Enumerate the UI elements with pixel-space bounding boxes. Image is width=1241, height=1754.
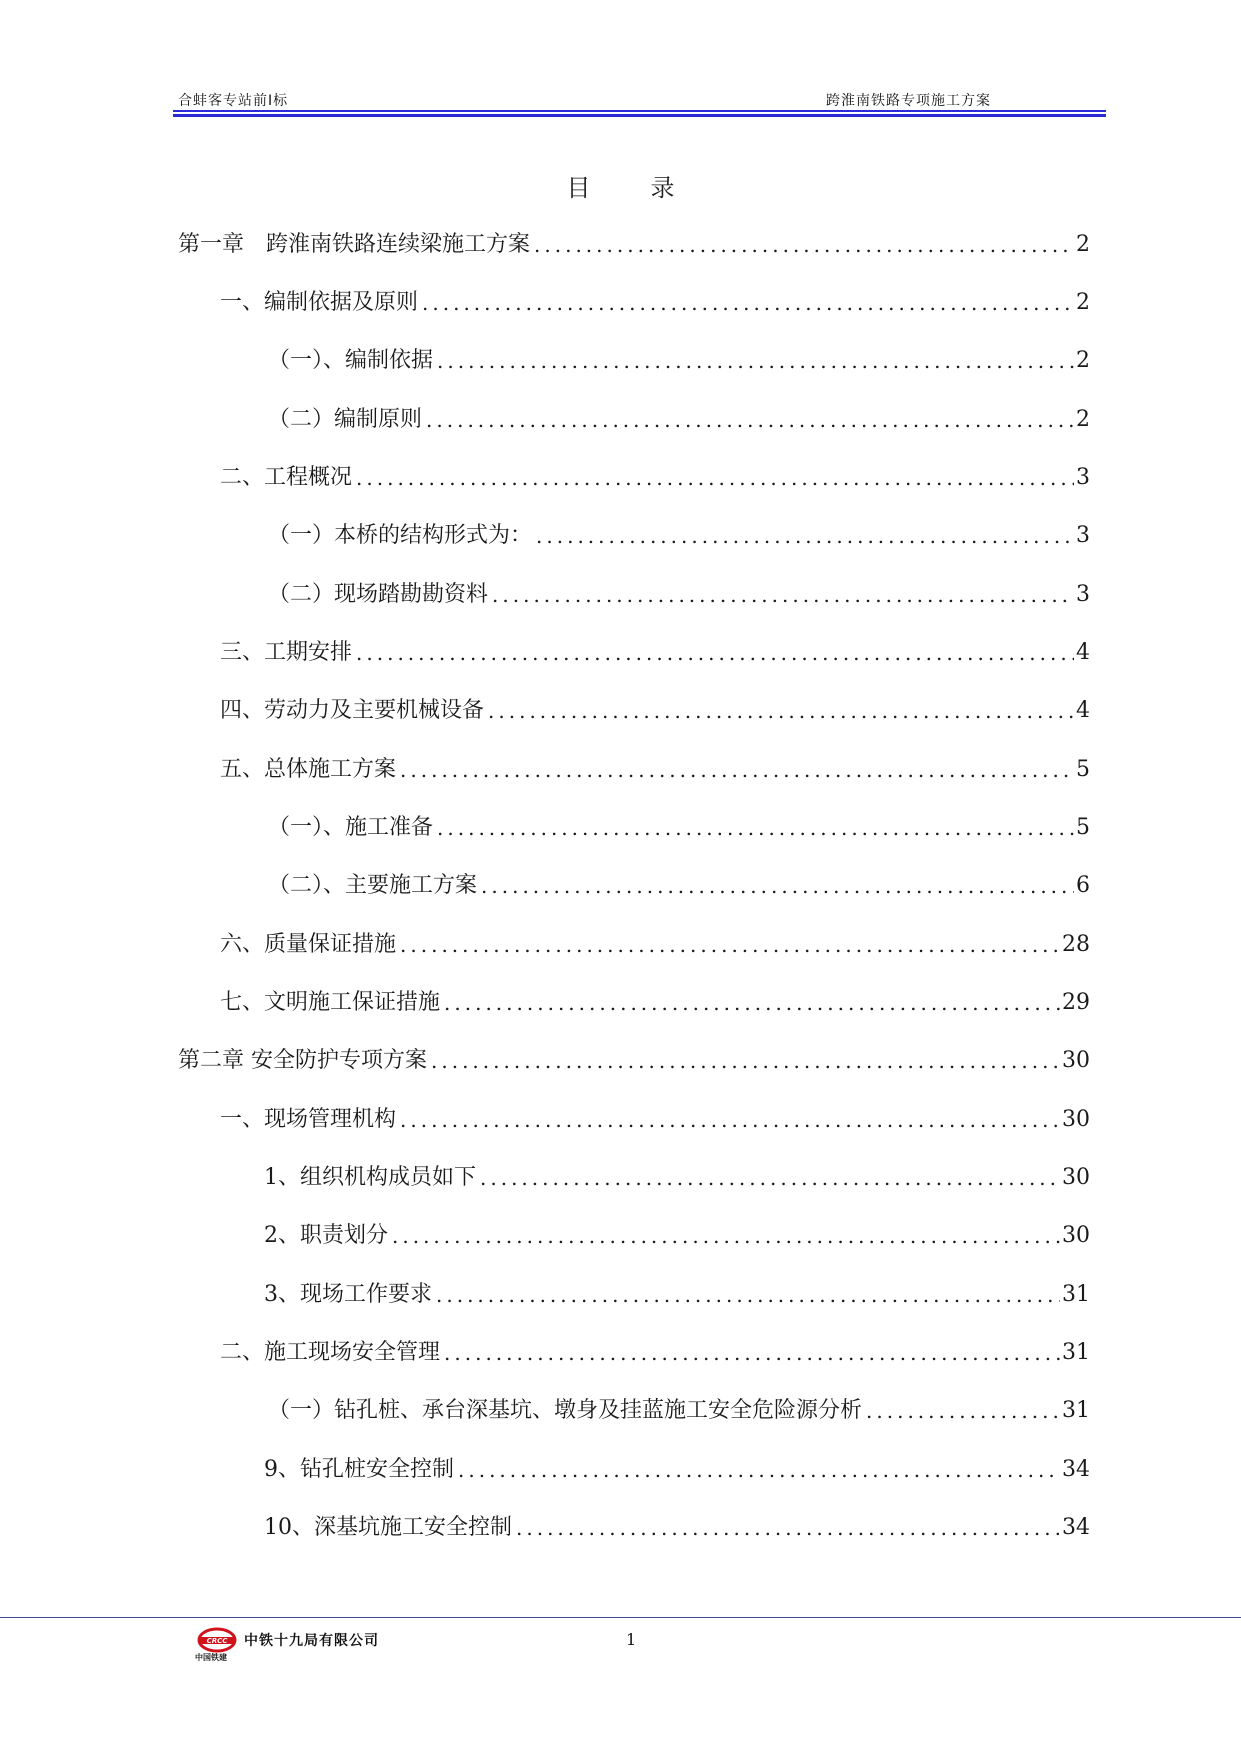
toc-leader-dots [444, 988, 1060, 1018]
toc-entry[interactable] [264, 1513, 1090, 1543]
toc-leader-dots [431, 1046, 1060, 1076]
toc-entry[interactable] [220, 1105, 1090, 1135]
toc-entry[interactable] [268, 521, 1090, 551]
toc-leader-dots [400, 1105, 1060, 1135]
toc-entry[interactable] [220, 463, 1090, 493]
toc-entry-page: 3 [1076, 582, 1090, 607]
toc-entry-page: 30 [1062, 1165, 1090, 1190]
toc-leader-dots [400, 930, 1060, 960]
toc-leader-dots [356, 463, 1074, 493]
toc-leader-dots [392, 1221, 1060, 1251]
toc-entry-text: （一）、施工准备 [268, 815, 434, 840]
toc-entry-page: 4 [1076, 698, 1090, 723]
toc-leader-dots [426, 405, 1074, 435]
toc-entry-text: 2、职责划分 [264, 1223, 388, 1248]
header-document-title: 跨淮南铁路专项施工方案 [826, 93, 991, 109]
toc-leader-dots [534, 230, 1074, 260]
toc-entry-text: （一）本桥的结构形式为： [268, 523, 533, 548]
toc-entry-text: 二、工程概况 [220, 465, 353, 490]
toc-entry-text: 1、组织机构成员如下 [264, 1165, 476, 1190]
toc-entry[interactable] [220, 755, 1090, 785]
toc-entry-text: （一）、编制依据 [268, 348, 434, 373]
toc-entry-page: 4 [1076, 640, 1090, 665]
toc-entry-text: 二、施工现场安全管理 [220, 1340, 441, 1365]
toc-entry-page: 5 [1076, 757, 1090, 782]
toc-entry[interactable] [268, 871, 1090, 901]
toc-entry-page: 3 [1076, 465, 1090, 490]
toc-entry[interactable] [220, 930, 1090, 960]
header-project-name: 合蚌客专站前Ⅰ标 [178, 93, 289, 109]
toc-entry-page: 34 [1062, 1457, 1090, 1482]
toc-entry-text: 一、编制依据及原则 [220, 290, 419, 315]
footer-rule [0, 1617, 1241, 1618]
toc-entry-text: 四、劳动力及主要机械设备 [220, 698, 485, 723]
toc-entry-text: 七、文明施工保证措施 [220, 990, 441, 1015]
toc-entry-text: 第一章 跨淮南铁路连续梁施工方案 [178, 232, 531, 257]
toc-entry-page: 30 [1062, 1107, 1090, 1132]
toc-leader-dots [866, 1396, 1060, 1426]
toc-entry-page: 2 [1076, 290, 1090, 315]
header-rule-thick [173, 114, 1106, 117]
toc-entry-text: 3、现场工作要求 [264, 1282, 432, 1307]
toc-leader-dots [516, 1513, 1060, 1543]
toc-leader-dots [444, 1338, 1060, 1368]
logo-subtitle: 中国铁建 [195, 1653, 227, 1662]
toc-entry[interactable] [268, 1396, 1090, 1426]
toc-entry-page: 34 [1062, 1515, 1090, 1540]
toc-entry-text: （二）现场踏勘勘资料 [268, 582, 489, 607]
toc-entry[interactable] [268, 405, 1090, 435]
toc-entry[interactable] [268, 580, 1090, 610]
footer-company-name: 中铁十九局有限公司 [244, 1633, 379, 1649]
toc-entry-text: （二）、主要施工方案 [268, 873, 478, 898]
toc-entry-page: 28 [1062, 932, 1090, 957]
logo-text: CRCC [206, 1637, 228, 1645]
toc-entry-text: 第二章 安全防护专项方案 [178, 1048, 427, 1073]
toc-entry[interactable] [220, 696, 1090, 726]
toc-entry-page: 6 [1076, 873, 1090, 898]
toc-leader-dots [488, 696, 1074, 726]
page-number: 1 [626, 1630, 637, 1649]
toc-entry-page: 30 [1062, 1048, 1090, 1073]
toc-entry-text: （一）钻孔桩、承台深基坑、墩身及挂蓝施工安全危险源分析 [268, 1398, 863, 1423]
toc-entry-page: 31 [1062, 1282, 1090, 1307]
toc-entry-text: 10、深基坑施工安全控制 [264, 1515, 512, 1540]
toc-entry-page: 3 [1076, 523, 1090, 548]
toc-entry-text: 五、总体施工方案 [220, 757, 397, 782]
toc-entry[interactable] [264, 1280, 1090, 1310]
toc-entry-page: 2 [1076, 348, 1090, 373]
toc-leader-dots [480, 1163, 1060, 1193]
toc-leader-dots [422, 288, 1074, 318]
toc-leader-dots [437, 346, 1074, 376]
toc-leader-dots [481, 871, 1074, 901]
toc-entry[interactable] [268, 346, 1090, 376]
toc-entry-page: 31 [1062, 1398, 1090, 1423]
toc-leader-dots [400, 755, 1074, 785]
toc-entry-text: 三、工期安排 [220, 640, 353, 665]
toc-entry-text: 一、现场管理机构 [220, 1107, 397, 1132]
toc-entry-text: 六、质量保证措施 [220, 932, 397, 957]
toc-entry-page: 30 [1062, 1223, 1090, 1248]
toc-entry[interactable] [268, 813, 1090, 843]
toc-entry[interactable] [178, 1046, 1090, 1076]
toc-leader-dots [437, 813, 1074, 843]
toc-entry-page: 2 [1076, 407, 1090, 432]
toc-entry[interactable] [220, 1338, 1090, 1368]
toc-entry[interactable] [220, 638, 1090, 668]
toc-entry-text: （二）编制原则 [268, 407, 423, 432]
toc-leader-dots [458, 1455, 1060, 1485]
toc-entry-page: 2 [1076, 232, 1090, 257]
toc-leader-dots [536, 521, 1074, 551]
toc-entry-page: 5 [1076, 815, 1090, 840]
toc-entry[interactable] [220, 988, 1090, 1018]
header-rule [173, 110, 1106, 112]
toc-entry[interactable] [178, 230, 1090, 260]
toc-leader-dots [356, 638, 1074, 668]
toc-entry[interactable] [264, 1455, 1090, 1485]
toc-entry[interactable] [264, 1163, 1090, 1193]
toc-entry-page: 29 [1062, 990, 1090, 1015]
toc-title: 目录 [566, 174, 735, 202]
toc-entry-page: 31 [1062, 1340, 1090, 1365]
toc-leader-dots [436, 1280, 1060, 1310]
toc-entry[interactable] [264, 1221, 1090, 1251]
toc-entry[interactable] [220, 288, 1090, 318]
toc-entry-text: 9、钻孔桩安全控制 [264, 1457, 454, 1482]
toc-leader-dots [492, 580, 1074, 610]
